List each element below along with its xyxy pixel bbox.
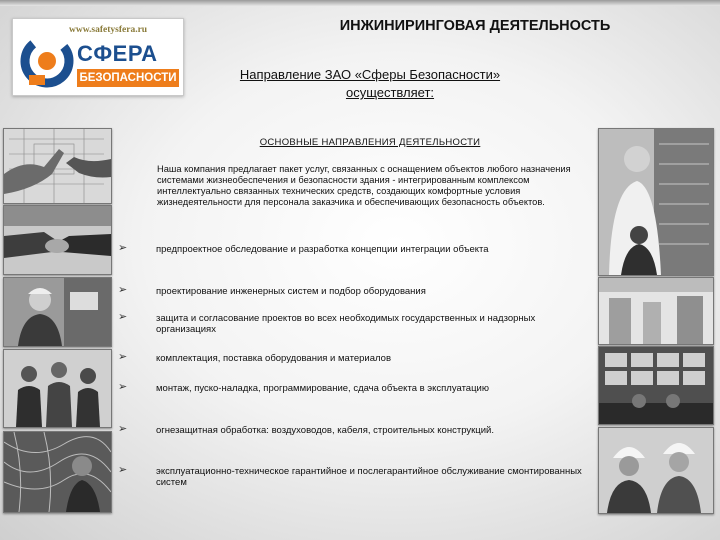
list-item-text: эксплуатационно-техническое гарантийное и послегарантийное обслуживание смонтированных систем xyxy=(156,466,582,488)
photo-engineer-panel xyxy=(598,128,714,276)
list-item-text: комплектация, поставка оборудования и материалов xyxy=(156,353,391,364)
top-edge xyxy=(0,0,720,6)
subtitle-line-2: осуществляет: xyxy=(345,85,435,100)
page-subtitle xyxy=(200,66,540,102)
list-item-text: огнезащитная обработка: воздуховодов, кабеля, строительных конструкций. xyxy=(156,425,494,436)
arrow-bullet-icon: ➢ xyxy=(118,284,128,296)
arrow-bullet-icon: ➢ xyxy=(118,464,128,476)
arrow-bullet-icon: ➢ xyxy=(118,381,128,393)
list-item-text: монтаж, пуско-наладка, программирование, сдача объекта в эксплуатацию xyxy=(156,383,489,394)
photo-handshake xyxy=(3,205,112,275)
section-title: ОСНОВНЫЕ НАПРАВЛЕНИЯ ДЕЯТЕЛЬНОСТИ xyxy=(259,137,481,148)
list-item-text: защита и согласование проектов во всех необходимых государственных и надзорных организациях xyxy=(156,313,536,335)
logo-url: www.safetysfera.ru xyxy=(69,25,148,35)
logo-brand: СФЕРА xyxy=(77,41,158,66)
photo-cabling xyxy=(3,431,112,513)
photo-office-hall xyxy=(598,277,714,345)
subtitle-line-1: Направление ЗАО «Сферы Безопасности» xyxy=(239,67,501,82)
photo-blueprints xyxy=(3,128,112,204)
list-item-text: проектирование инженерных систем и подбор оборудования xyxy=(156,286,426,297)
intro-paragraph: Наша компания предлагает пакет услуг, связанных с оснащением объектов любого назначения системами жизнеобеспечения и безопасности здания - интегрированным комплексом интеллектуально связанных технических средств, создающих комфортные условия жизнедеятельности для персонала заказчика и обеспечивающих безопасность объектов. xyxy=(157,164,571,207)
photo-control-room xyxy=(598,346,714,425)
arrow-bullet-icon: ➢ xyxy=(118,423,128,435)
logo-tagline: БЕЗОПАСНОСТИ xyxy=(77,69,179,87)
arrow-bullet-icon: ➢ xyxy=(118,242,128,254)
arrow-bullet-icon: ➢ xyxy=(118,311,128,323)
sphere-logo-icon xyxy=(17,29,77,89)
photo-workers-helmets xyxy=(3,277,112,347)
company-logo[interactable] xyxy=(12,18,184,96)
photo-team-meeting xyxy=(3,349,112,428)
list-item-text: предпроектное обследование и разработка концепции интеграции объекта xyxy=(156,244,489,255)
page-title: ИНЖИНИРИНГОВАЯ ДЕЯТЕЛЬНОСТЬ xyxy=(339,18,611,34)
arrow-bullet-icon: ➢ xyxy=(118,351,128,363)
photo-engineers-helmets xyxy=(598,427,714,514)
